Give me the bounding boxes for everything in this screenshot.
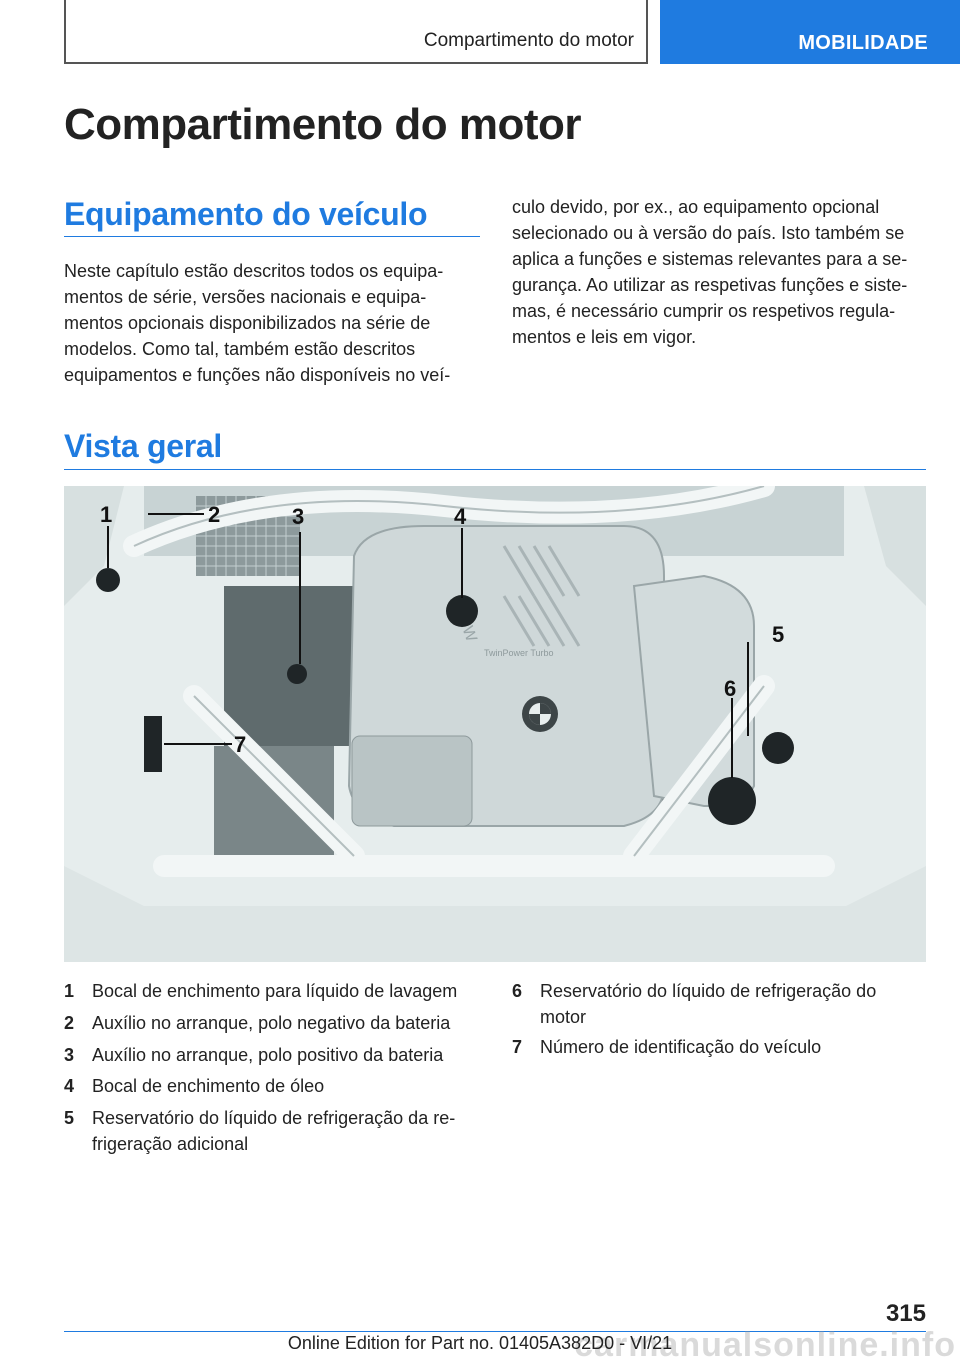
- header-section-tab[interactable]: [660, 0, 960, 64]
- legend-number: 2: [64, 1013, 75, 1033]
- text-line: selecionado ou à versão do país. Isto também se: [512, 223, 905, 243]
- legend-number: 6: [512, 981, 523, 1001]
- legend-item: [512, 978, 932, 1030]
- legend-text: Bocal de enchimento de óleo: [92, 1076, 325, 1096]
- intro-right-column: [512, 194, 932, 350]
- legend-item: [64, 978, 484, 1004]
- text-line: equipamentos e funções não disponíveis no veí-: [64, 365, 451, 385]
- callout-4: 4: [454, 504, 467, 529]
- legend-item: [64, 1010, 484, 1036]
- header-section-label: MOBILIDADE: [798, 32, 928, 54]
- callout-5: 5: [772, 622, 785, 647]
- legend-text: Número de identificação do veículo: [540, 1037, 822, 1057]
- footer-edition-text: Online Edition for Part no. 01405A382D0 - VI/21: [287, 1333, 673, 1353]
- legend-item: [512, 1034, 932, 1060]
- text-line: Neste capítulo estão descritos todos os equipa-: [64, 261, 444, 281]
- legend-item: [64, 1105, 484, 1157]
- legend-text: Auxílio no arranque, polo positivo da bateria: [92, 1045, 444, 1065]
- cover-label-text: TwinPower Turbo: [484, 648, 554, 658]
- legend-number: 5: [64, 1108, 75, 1128]
- legend-number: 7: [512, 1037, 523, 1057]
- text-line: mentos de série, versões nacionais e equipa-: [64, 287, 427, 307]
- page-number: 315: [885, 1300, 926, 1327]
- text-line: gurança. Ao utilizar as respetivas funções e siste-: [512, 275, 908, 295]
- legend-text: Bocal de enchimento para líquido de lavagem: [92, 981, 458, 1001]
- callout-2: 2: [208, 502, 221, 527]
- legend-number: 3: [64, 1045, 75, 1065]
- text-line: aplica a funções e sistemas relevantes para a se-: [512, 249, 908, 269]
- engine-compartment-figure: [64, 486, 926, 962]
- legend-text: motor: [540, 1007, 587, 1027]
- text-line: mas, é necessário cumprir os respetivos regula-: [512, 301, 896, 321]
- callout-3: 3: [292, 504, 305, 529]
- text-line: culo devido, por ex., ao equipamento opcional: [512, 197, 880, 217]
- callout-6: 6: [724, 676, 737, 701]
- intro-left-column: [64, 258, 480, 388]
- header-box: [64, 0, 648, 64]
- callout-1: 1: [100, 502, 113, 527]
- legend-text: Auxílio no arranque, polo negativo da bateria: [92, 1013, 451, 1033]
- header-chapter-title: Compartimento do motor: [423, 30, 634, 51]
- legend-item: [64, 1042, 484, 1068]
- text-line: mentos opcionais disponibilizados na série de: [64, 313, 431, 333]
- page-title: Compartimento do motor: [64, 100, 581, 149]
- text-line: mentos e leis em vigor.: [512, 327, 697, 347]
- text-line: modelos. Como tal, também estão descritos: [64, 339, 416, 359]
- legend-text: Reservatório do líquido de refrigeração do: [540, 981, 877, 1001]
- section-rule: [64, 236, 480, 237]
- legend-text: frigeração adicional: [92, 1134, 249, 1154]
- section-heading-equipment: Equipamento do veículo: [64, 196, 428, 232]
- legend-number: 1: [64, 981, 75, 1001]
- section-rule: [64, 469, 926, 470]
- section-heading-overview: Vista geral: [64, 428, 222, 464]
- legend-number: 4: [64, 1076, 75, 1096]
- watermark: carmanualsonline.info: [574, 1326, 956, 1364]
- legend-text: Reservatório do líquido de refrigeração da re-: [92, 1108, 456, 1128]
- legend-item: [64, 1073, 484, 1099]
- callout-7: 7: [234, 732, 247, 757]
